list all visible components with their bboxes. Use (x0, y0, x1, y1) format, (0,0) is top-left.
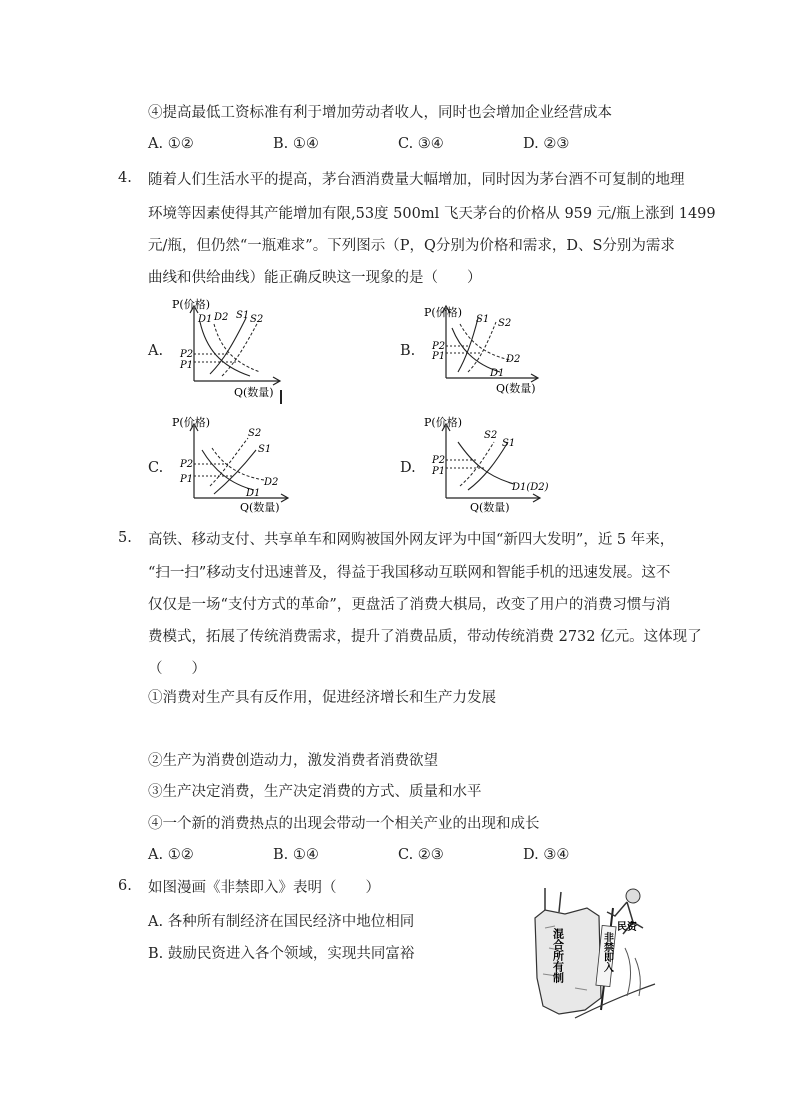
q5-item-2: ②生产为消费创造动力，激发消费者消费欲望 (148, 753, 438, 769)
motion-lines (625, 948, 640, 996)
q6-option-a[interactable]: A. 各种所有制经济在国民经济中地位相同 (148, 914, 415, 930)
label-p2: P2 (180, 459, 194, 470)
label-s1: S1 (476, 314, 490, 325)
cartoon-fei-jin-ji-ru (515, 878, 665, 1028)
supply-curve-s1 (468, 442, 508, 490)
q3-item-4: ④提高最低工资标准有利于增加劳动者收人，同时也会增加企业经营成本 (148, 105, 612, 121)
person-label: 民资 (617, 922, 637, 933)
label-d1-d2: D1(D2) (512, 482, 549, 493)
q6-stem: 如图漫画《非禁即入》表明（ ） (148, 880, 380, 896)
q5-stem-line-4: 费模式，拓展了传统消费需求，提升了消费品质，带动传统消费 2732 亿元。这体现了 (148, 629, 702, 645)
q4-graph-b-letter[interactable]: B. (400, 343, 416, 359)
q4-graph-c (168, 412, 308, 517)
q4-graph-a-letter[interactable]: A. (148, 343, 164, 359)
mixed-ownership-wall (535, 908, 601, 1014)
q5-stem-line-3: 仅仅是一场“支付方式的革命”，更盘活了消费大棋局，改变了用户的消费习惯与消 (148, 597, 671, 613)
q5-option-c[interactable]: C. ②③ (398, 847, 444, 863)
q3-option-c[interactable]: C. ③④ (398, 136, 444, 152)
q4-stem-line-3: 元/瓶，但仍然“一瓶难求”。下列图示（P，Q分别为价格和需求，D、S分别为需求 (148, 238, 675, 254)
label-s2: S2 (498, 318, 512, 329)
label-d2: D2 (506, 354, 521, 365)
q4-number: 4. (118, 170, 132, 186)
p-axis-label: P(价格) (424, 306, 462, 319)
label-p2: P2 (432, 455, 446, 466)
label-d2: D2 (264, 477, 279, 488)
p-axis-label: P(价格) (172, 416, 210, 429)
label-p2: P2 (180, 349, 194, 360)
label-d1: D1 (246, 488, 261, 499)
label-p1: P1 (180, 474, 194, 485)
label-s1: S1 (258, 444, 272, 455)
demand-curve-d1 (452, 328, 500, 372)
q3-option-a[interactable]: A. ①② (148, 136, 194, 152)
q3-option-d[interactable]: D. ②③ (523, 136, 570, 152)
q-axis-label: Q(数量) (470, 501, 510, 514)
q4-stem-line-2: 环境等因素使得其产能增加有限,53度 500ml 飞天茅台的价格从 959 元/瓶上涨到 1499 (148, 206, 716, 222)
q5-item-3: ③生产决定消费，生产决定消费的方式、质量和水平 (148, 784, 482, 800)
pole-label: 非禁即入 (601, 932, 613, 972)
q5-stem-line-5: （ ） (148, 661, 206, 677)
q4-stem-line-1: 随着人们生活水平的提高，茅台酒消费量大幅增加，同时因为茅台酒不可复制的地理 (148, 172, 685, 188)
label-d1: D1 (198, 314, 213, 325)
demand-curve-d1 (200, 322, 250, 376)
demand-curve-d2 (214, 324, 260, 372)
q5-item-1: ①消费对生产具有反作用，促进经济增长和生产力发展 (148, 690, 496, 706)
label-d1: D1 (490, 368, 505, 379)
q6-number: 6. (118, 878, 132, 894)
demand-curve-d1 (202, 450, 254, 490)
q6-option-b[interactable]: B. 鼓励民资进入各个领域，实现共同富裕 (148, 946, 415, 962)
q5-stem-line-1: 高铁、移动支付、共享单车和网购被国外网友评为中国“新四大发明”，近 5 年来， (148, 532, 675, 548)
label-p1: P1 (432, 351, 446, 362)
q5-item-4: ④一个新的消费热点的出现会带动一个相关产业的出现和成长 (148, 816, 540, 832)
label-s1: S1 (236, 310, 250, 321)
q4-graph-d-letter[interactable]: D. (400, 460, 416, 476)
q5-option-b[interactable]: B. ①④ (273, 847, 319, 863)
q4-graph-c-letter[interactable]: C. (148, 460, 164, 476)
q4-graph-d (420, 412, 560, 517)
q4-stem-line-4: 曲线和供给曲线）能正确反映这一现象的是（ ） (148, 270, 482, 286)
q5-number: 5. (118, 530, 132, 546)
label-p1: P1 (180, 360, 194, 371)
q5-option-d[interactable]: D. ③④ (523, 847, 570, 863)
q3-option-b[interactable]: B. ①④ (273, 136, 319, 152)
label-p2: P2 (432, 341, 446, 352)
wall-label: 混合所有制 (551, 928, 565, 983)
p-axis-label: P(价格) (424, 416, 462, 429)
person-head (626, 889, 640, 903)
q4-graph-a (168, 296, 288, 406)
q5-option-a[interactable]: A. ①② (148, 847, 194, 863)
rebar (559, 892, 561, 912)
label-s1: S1 (502, 438, 516, 449)
demand-curve-d2 (460, 324, 510, 360)
label-p1: P1 (432, 466, 446, 477)
label-d2: D2 (214, 312, 229, 323)
label-s2: S2 (484, 430, 498, 441)
q4-graph-b (420, 296, 545, 401)
p-axis-label: P(价格) (172, 298, 210, 311)
q-axis-label: Q(数量) (234, 386, 274, 399)
q-axis-label: Q(数量) (496, 382, 536, 395)
label-s2: S2 (248, 428, 262, 439)
scan-mark (280, 390, 282, 404)
q5-stem-line-2: “扫一扫”移动支付迅速普及，得益于我国移动互联网和智能手机的迅速发展。这不 (148, 565, 671, 581)
q-axis-label: Q(数量) (240, 501, 280, 514)
label-s2: S2 (250, 314, 264, 325)
